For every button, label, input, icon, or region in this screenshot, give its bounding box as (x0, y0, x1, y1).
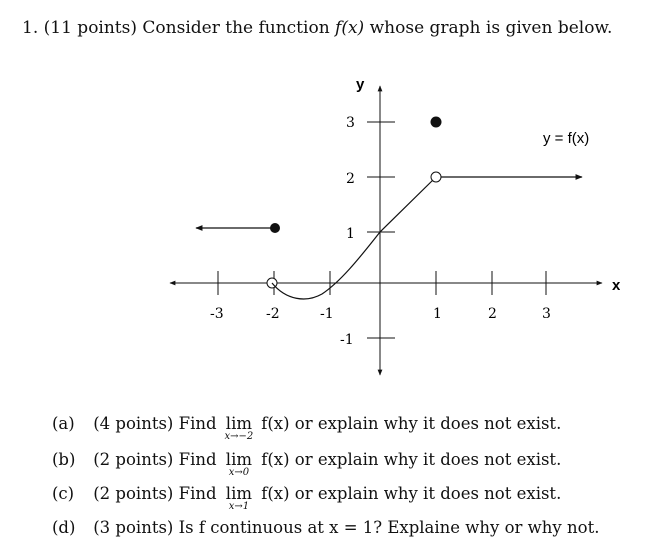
question-prefix: Find (178, 414, 217, 433)
question-prefix: Find (178, 484, 217, 503)
y-tick-label: 1 (346, 226, 355, 242)
limit-operator: lim x→1 (225, 484, 252, 512)
question-label: (c) (52, 484, 75, 503)
x-tick-label: -3 (210, 306, 224, 322)
x-tick-label: -2 (266, 306, 280, 322)
limit-subscript: x→−2 (224, 431, 254, 442)
problem-number: 1. (22, 18, 39, 38)
question-body: f(x) or explain why it does not exist. (261, 484, 562, 503)
y-ticks (367, 122, 395, 338)
y-tick-label: 2 (346, 171, 355, 187)
limit-subscript: x→0 (228, 467, 250, 478)
x-tick-label: 3 (542, 306, 551, 322)
question-points: (2 points) (93, 450, 174, 469)
x-tick-label: 2 (488, 306, 497, 322)
open-point-upper (431, 172, 441, 182)
question-points: (2 points) (93, 484, 174, 503)
question-label: (a) (52, 414, 75, 433)
question-points: (3 points) (93, 518, 174, 537)
question-label: (d) (52, 518, 76, 537)
question-body: f(x) or explain why it does not exist. (261, 450, 562, 469)
x-tick-label: 1 (433, 306, 442, 322)
y-axis-label: y (356, 76, 365, 93)
filled-point-left (270, 223, 280, 233)
filled-point-upper (431, 117, 442, 128)
question-b (52, 450, 562, 478)
question-prefix: Find (178, 450, 217, 469)
function-label: y = f(x) (543, 130, 590, 147)
question-c (52, 484, 562, 512)
y-tick-label: 3 (346, 115, 355, 131)
y-tick-label: -1 (340, 332, 354, 348)
function-graph (160, 60, 620, 390)
question-points: (4 points) (93, 414, 174, 433)
question-a (52, 414, 562, 442)
question-body: f(x) or explain why it does not exist. (261, 414, 562, 433)
x-axis-label: x (612, 277, 620, 294)
question-text: Is f continuous at x = 1? Explaine why or why not. (178, 518, 600, 537)
limit-operator: lim x→0 (225, 450, 252, 478)
problem-text-after: whose graph is given below. (369, 18, 613, 38)
problem-text-before: Consider the function (142, 18, 330, 38)
limit-operator: lim x→−2 (224, 414, 254, 442)
x-tick-label: -1 (320, 306, 334, 322)
question-label: (b) (52, 450, 76, 469)
problem-points: (11 points) (43, 18, 137, 38)
function-name: f(x) (335, 18, 365, 38)
question-d (52, 518, 599, 537)
problem-statement (22, 18, 612, 38)
limit-subscript: x→1 (228, 501, 250, 512)
